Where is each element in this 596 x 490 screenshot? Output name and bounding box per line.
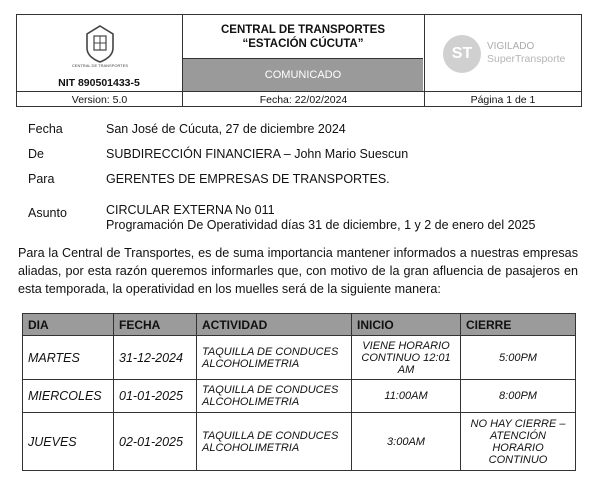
cell-cierre: 5:00PM [461,336,576,380]
cell-fecha: 31-12-2024 [114,336,197,380]
meta-key: Fecha [28,122,63,136]
org-title: CENTRAL DE TRANSPORTES “ESTACIÓN CÚCUTA” [183,15,423,59]
table-row [23,380,576,413]
cell-inicio: 11:00AM [352,380,461,413]
cell-dia: JUEVES [23,413,114,471]
cell-fecha: 01-01-2025 [114,380,197,413]
meta-value-line2: Programación De Operatividad días 31 de diciembre, 1 y 2 de enero del 2025 [106,218,536,232]
meta-value: GERENTES DE EMPRESAS DE TRANSPORTES. [106,172,390,186]
cell-cierre: 8:00PM [461,380,576,413]
cell-fecha: 02-01-2025 [114,413,197,471]
cell-inicio: VIENE HORARIO CONTINUO 12:01 AM [352,336,461,380]
col-cierre: CIERRE [461,314,576,336]
cell-dia: MIERCOLES [23,380,114,413]
col-actividad: ACTIVIDAD [197,314,352,336]
document-header [16,14,582,107]
nit-number: NIT 890501433-5 [58,77,140,89]
supertransporte-logo-icon: ST [443,35,481,73]
meta-value: San José de Cúcuta, 27 de diciembre 2024 [106,122,346,136]
table-header-row [23,314,576,336]
schedule-table [22,313,576,471]
cell-inicio: 3:00AM [352,413,461,471]
col-inicio: INICIO [352,314,461,336]
cell-dia: MARTES [23,336,114,380]
vigilado-text [487,41,565,66]
meta-value: CIRCULAR EXTERNA No 011 [106,203,275,217]
vigilado-line1: VIGILADO [487,41,535,52]
table-row [23,336,576,380]
version-label: Version: 5.0 [17,92,183,107]
title-cell [183,15,425,92]
comunicado-band: COMUNICADO [183,59,423,91]
logo-cell [17,15,183,92]
fecha-label: Fecha: 22/02/2024 [183,92,425,107]
cell-actividad: TAQUILLA DE CONDUCES ALCOHOLIMETRIA [197,413,352,471]
meta-value: SUBDIRECCIÓN FINANCIERA – John Mario Suescun [106,147,409,161]
cell-actividad: TAQUILLA DE CONDUCES ALCOHOLIMETRIA [197,336,352,380]
col-fecha: FECHA [114,314,197,336]
central-transportes-logo-icon [71,24,129,68]
logo-caption: CENTRAL DE TRANSPORTES [71,63,129,68]
col-dia: DIA [23,314,114,336]
meta-key: Para [28,172,55,186]
cell-actividad: TAQUILLA DE CONDUCES ALCOHOLIMETRIA [197,380,352,413]
vigilado-line2: SuperTransporte [487,53,566,65]
body-paragraph: Para la Central de Transportes, es de suma importancia mantener informados a nuestras empresas aliadas, por esta razón queremos informarles que, con motivo de la gran afluencia de pasajeros en esta temporada, la operatividad en los muelles será de la siguiente manera: [18,246,578,296]
vigilado-cell [425,15,581,92]
meta-key: Asunto [28,206,67,220]
pagina-label: Página 1 de 1 [470,93,536,106]
meta-key: De [28,147,44,161]
table-row [23,413,576,471]
cell-cierre: NO HAY CIERRE – ATENCIÓN HORARIO CONTINUO [461,413,576,471]
